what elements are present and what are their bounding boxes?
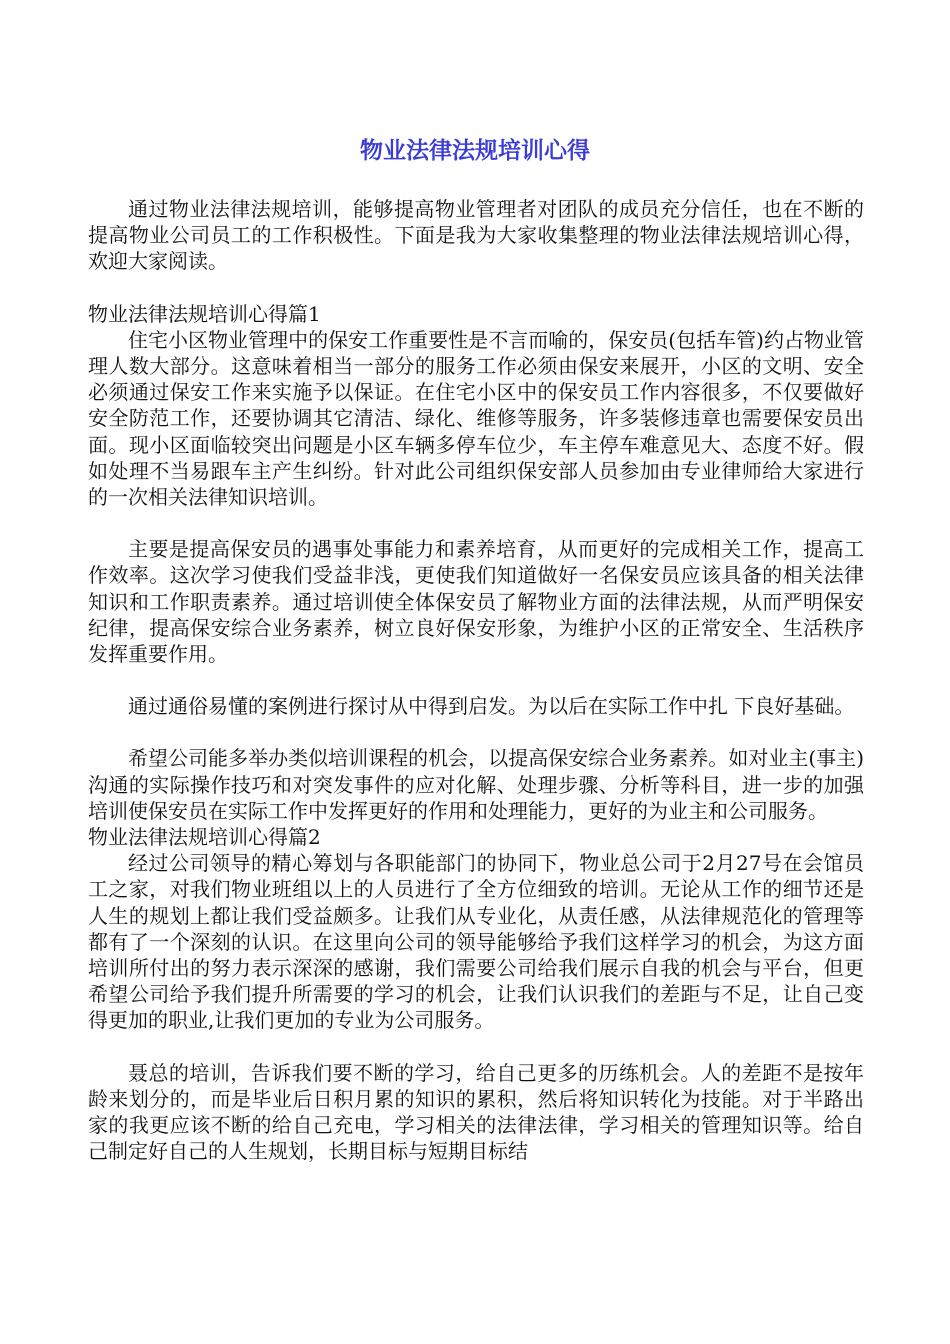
intro-paragraph: 通过物业法律法规培训，能够提高物业管理者对团队的成员充分信任，也在不断的提高物业公司员工的工作积极性。下面是我为大家收集整理的物业法律法规培训心得，欢迎大家阅读。 (88, 197, 864, 274)
document-body (88, 196, 864, 1165)
paragraph-spacer (88, 510, 864, 536)
section-2-paragraph-1: 经过公司领导的精心筹划与各职能部门的协同下，物业总公司于2月27号在会馆员工之家，对我们物业班组以上的人员进行了全方位细致的培训。无论从工作的细节还是人生的规划上都让我们受益颇多。让我们从专业化，从责任感，从法律规范化的管理等都有了一个深刻的认识。在这里向公司的领导能够给予我们这样学习的机会，为这方面培训所付出的努力表示深深的感谢，我们需要公司给我们展示自我的机会与平台，但更希望公司给予我们提升所需要的学习的机会，让我们认识我们的差距与不足，让自己变得更加的职业,让我们更加的专业为公司服务。 (88, 851, 864, 1033)
section-1-paragraph-1: 住宅小区物业管理中的保安工作重要性是不言而喻的，保安员(包括车管)约占物业管理人数大部分。这意味着相当一部分的服务工作必须由保安来展开，小区的文明、安全必须通过保安工作来实施予以保证。在住宅小区中的保安员工作内容很多，不仅要做好安全防范工作，还要协调其它清洁、绿化、维修等服务，许多装修违章也需要保安员出面。现小区面临较突出问题是小区车辆多停车位少，车主停车难意见大、态度不好。假如处理不当易跟车主产生纠纷。针对此公司组织保安部人员参加由专业律师给大家进行的一次相关法律知识培训。 (88, 327, 864, 510)
paragraph-spacer (88, 719, 864, 745)
paragraph-spacer (88, 275, 864, 301)
paragraph-spacer (88, 667, 864, 693)
paragraph-spacer (88, 1034, 864, 1060)
section-heading-1: 物业法律法规培训心得篇1 (88, 301, 321, 326)
section-1-paragraph-4: 希望公司能多举办类似培训课程的机会，以提高保安综合业务素养。如对业主(事主)沟通的实际操作技巧和对突发事件的应对化解、处理步骤、分析等科目，进一步的加强培训使保安员在实际工作中发挥更好的作用和处理能力，更好的为业主和公司服务。 (88, 746, 864, 823)
document-title: 物业法律法规培训心得 (360, 138, 590, 164)
section-2-paragraph-2: 聂总的培训，告诉我们要不断的学习，给自己更多的历练机会。人的差距不是按年龄来划分的，而是毕业后日积月累的知识的累积，然后将知识转化为技能。对于半路出家的我更应该不断的给自己充电，学习相关的法律法律，学习相关的管理知识等。给自己制定好自己的人生规划，长期目标与短期目标结 (88, 1060, 864, 1164)
section-heading-2: 物业法律法规培训心得篇2 (88, 825, 321, 850)
section-1-paragraph-2: 主要是提高保安员的遇事处事能力和素养培育，从而更好的完成相关工作，提高工作效率。这次学习使我们受益非浅，更使我们知道做好一名保安员应该具备的相关法律知识和工作职责素养。通过培训使全体保安员了解物业方面的法律法规，从而严明保安纪律，提高保安综合业务素养，树立良好保安形象，为维护小区的正常安全、生活秩序发挥重要作用。 (88, 537, 864, 667)
section-1-paragraph-3: 通过通俗易懂的案例进行探讨从中得到启发。为以后在实际工作中扎 下良好基础。 (128, 694, 855, 719)
